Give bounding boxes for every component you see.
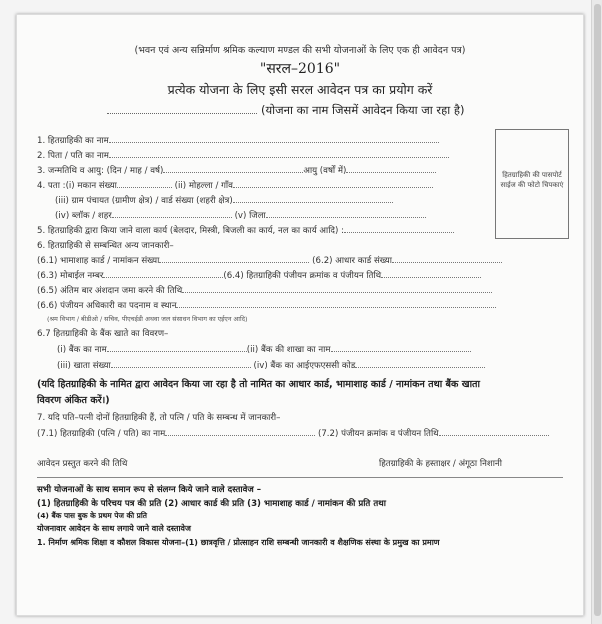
- section-other-info: [37, 239, 174, 251]
- field-label: (ii) बैंक की शाखा का नाम: [246, 345, 331, 355]
- field-application-date: आवेदन प्रस्तुत करने की तिथि: [37, 459, 128, 469]
- field-label: 6.7 हितग्राहिकी के बैंक खाते का विवरण–: [37, 329, 169, 339]
- field-label: 2. पिता / पति का नाम: [37, 151, 109, 161]
- field-label: 6. हितग्राहिकी से सम्बन्धित अन्य जानकारी–: [37, 241, 174, 251]
- photo-box: [495, 129, 569, 239]
- field-label: (iii) ग्राम पंचायत (ग्रामीण क्षेत्र) / वार्ड संख्या (शहरी क्षेत्र): [55, 196, 233, 206]
- field-work-type: [37, 224, 454, 236]
- scrollbar[interactable]: [591, 0, 602, 624]
- field-label: (7.1) हितग्राहिकी (पत्नि / पति) का नाम: [37, 429, 166, 439]
- field-name: [37, 134, 439, 146]
- scheme-name-label: (योजना का नाम जिसमें आवेदन किया जा रहा है): [261, 103, 465, 117]
- field-signature: हितग्राहिकी के हस्ताक्षर / अंगूठा निशानी: [379, 459, 502, 469]
- field-label: 4. पता :(i) मकान संख्या: [37, 181, 117, 191]
- field-label: (6.2) आधार कार्ड संख्या: [312, 256, 392, 266]
- field-label: आयु (वर्षों में): [303, 166, 347, 176]
- documents-line2: (4) बैंक पास बुक के प्रथम पेज की प्रति: [37, 511, 148, 520]
- field-label: (7.2) पंजीयन क्रमांक व पंजीयन तिथि: [317, 429, 439, 439]
- registration-officer-note: (श्रम विभाग / बीडीओ / सचिव, पीएचईडी अथवा जल संसाधन विभाग का एईएन आदि): [47, 315, 248, 323]
- field-label: (6.3) मोबाईल नम्बर: [37, 271, 104, 281]
- field-label: (6.4) हितग्राहिकी पंजीयन क्रमांक व पंजीयन तिथि: [223, 271, 382, 281]
- nominee-instruction-line1: (यदि हितग्राहिकी के नामित द्वारा आवेदन किया जा रहा है तो नामित का आधार कार्ड, भामाशाह कार्ड / नामांकन तथा बैंक खाता: [37, 379, 481, 390]
- field-label: 1. हितग्राहिकी का नाम: [37, 136, 109, 146]
- field-mobile-registration: [37, 269, 481, 281]
- field-account-ifsc: [57, 359, 485, 371]
- field-spouse-details: [37, 427, 549, 439]
- field-registration-officer: [37, 299, 496, 311]
- field-last-contribution: [37, 284, 492, 296]
- form-title: "सरल–2016": [259, 61, 341, 77]
- scroll-thumb[interactable]: [594, 4, 601, 616]
- application-form-document: [16, 14, 584, 616]
- scheme-name-line: [107, 103, 464, 118]
- photo-box-label: हितग्राहिकी की पासपोर्ट साईज की फोटो चिपकाएं: [500, 171, 564, 189]
- field-label: (iv) ब्लॉक / शहर: [55, 211, 112, 221]
- field-label: (6.5) अंतिम बार अंशदान जमा करने की तिथि: [37, 286, 183, 296]
- field-bank-branch: [57, 343, 471, 355]
- field-label: (6.1) भामाशाह कार्ड / नामांकन संख्या: [37, 256, 160, 266]
- field-label: (iii) खाता संख्या: [57, 361, 111, 371]
- field-label: 3. जन्मतिथि व आयु: (दिन / माह / वर्ष): [37, 166, 164, 176]
- form-subtitle: (भवन एवं अन्य सन्निर्माण श्रमिक कल्याण मण्डल की सभी योजनाओं के लिए एक ही आवेदन पत्र): [134, 45, 466, 56]
- nominee-instruction-line2: विवरण अंकित करें।): [37, 395, 110, 406]
- section-spouse: [37, 411, 280, 423]
- section-bank-details: [37, 327, 168, 339]
- documents-line3: योजनावार आवेदन के साथ लगाये जाने वाले दस्तावेज: [37, 524, 191, 533]
- field-label: 7. यदि पति–पत्नी दोनों हितग्राहिकी हैं, तो पत्नि / पति के सम्बन्ध में जानकारी–: [37, 413, 281, 423]
- field-bhamashah-aadhaar: [37, 254, 502, 266]
- field-block-district: [55, 209, 426, 221]
- field-label: (v) जिला: [234, 211, 266, 221]
- field-label: (6.6) पंजीयन अधिकारी का पदनाम व स्थान: [37, 301, 177, 311]
- field-panchayat-ward: [55, 194, 393, 206]
- field-address: [37, 179, 433, 191]
- field-father-husband: [37, 149, 449, 161]
- field-label: (i) बैंक का नाम: [57, 345, 107, 355]
- field-dob-age: [37, 164, 436, 176]
- field-label: 5. हितग्राहिकी द्वारा किया जाने वाला कार्य (बेलदार, मिस्त्री, बिजली का कार्य, नल का कार्य आदि) :: [37, 226, 344, 236]
- documents-line1: (1) हितग्राहिकी के परिचय पत्र की प्रति (2) आधार कार्ड की प्रति (3) भामाशाह कार्ड / नामांकन की प्रति तथा: [37, 499, 386, 509]
- divider: [37, 477, 563, 478]
- field-label: (iv) बैंक का आईएफएससी कोड: [253, 361, 356, 371]
- documents-line4: 1. निर्माण श्रमिक शिक्षा व कौशल विकास योजना–(1) छात्रवृत्ति / प्रोत्साहन राशि सम्बन्धी जानकारी व शैक्षणिक संस्था के प्रमुख का प्रमाण: [37, 538, 440, 547]
- field-label: (ii) मोहल्ला / गाँव: [174, 181, 233, 191]
- documents-title: सभी योजनाओं के साथ समान रूप से संलग्न किये जाने वाले दस्तावेज –: [37, 485, 262, 495]
- form-instruction: प्रत्येक योजना के लिए इसी सरल आवेदन पत्र का प्रयोग करें: [167, 82, 433, 97]
